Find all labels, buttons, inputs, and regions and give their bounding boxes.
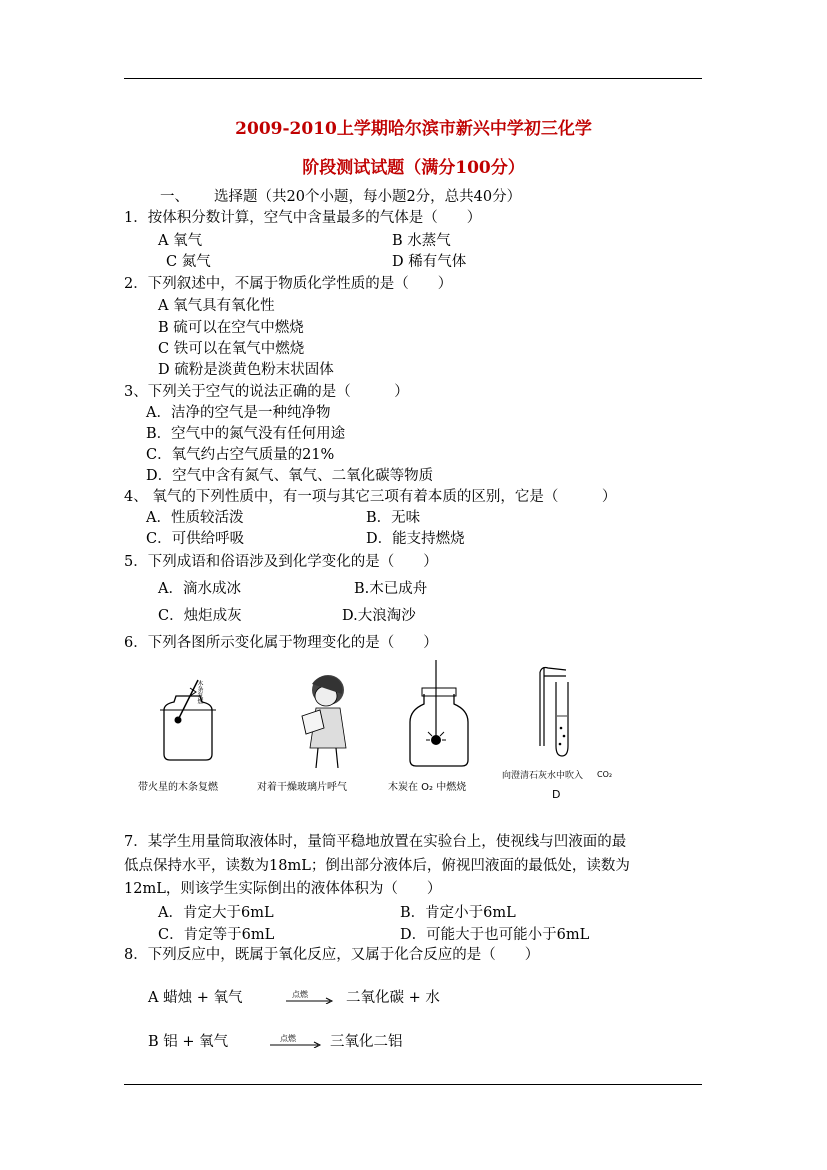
q4-option-d: D．能支持燃烧 bbox=[366, 531, 465, 547]
q1-option-b: B 水蒸气 bbox=[392, 233, 451, 249]
figure-a-splint-jar bbox=[150, 670, 230, 770]
q7-option-a: A．肯定大于6mL bbox=[158, 905, 274, 921]
q5-option-c: C．烛炬成灰 bbox=[158, 608, 242, 624]
q7-line2: 低点保持水平，读数为18mL；倒出部分液体后，俯视凹液面的最低处，读数为 bbox=[124, 858, 630, 874]
figure-b-girl-breathing bbox=[290, 668, 360, 772]
q8-a-products: 二氧化碳 + 水 bbox=[346, 990, 440, 1006]
q6-stem: 6．下列各图所示变化属于物理变化的是（ ） bbox=[124, 635, 438, 651]
q8-a-condition: 点燃 bbox=[292, 990, 308, 999]
figure-d-letter: D bbox=[552, 788, 561, 801]
q2-stem: 2．下列叙述中，不属于物质化学性质的是（ ） bbox=[124, 276, 453, 292]
q2-option-b: B 硫可以在空气中燃烧 bbox=[158, 320, 304, 336]
q8-stem: 8．下列反应中，既属于氧化反应，又属于化合反应的是（ ） bbox=[124, 947, 540, 963]
q4-option-b: B．无味 bbox=[366, 510, 421, 526]
q4-option-c: C．可供给呼吸 bbox=[146, 531, 245, 547]
figure-c-caption: 木炭在 O₂ 中燃烧 bbox=[388, 782, 467, 793]
q8-a-arrow bbox=[286, 990, 334, 1004]
section-number: 一、 bbox=[160, 189, 189, 205]
q1-option-a: A 氧气 bbox=[158, 233, 203, 249]
figure-a-label: 木条复燃 bbox=[196, 680, 203, 704]
q1-option-c: C 氮气 bbox=[166, 254, 211, 270]
figure-c-charcoal-bottle bbox=[402, 660, 478, 772]
q7-option-b: B．肯定小于6mL bbox=[400, 905, 516, 921]
q2-option-d: D 硫粉是淡黄色粉末状固体 bbox=[158, 362, 334, 378]
q8-b-products: 三氧化二铝 bbox=[330, 1034, 403, 1050]
figure-a-caption: 带火星的木条复燃 bbox=[138, 782, 218, 793]
q5-stem: 5．下列成语和俗语涉及到化学变化的是（ ） bbox=[124, 554, 438, 570]
q5-option-b: B.木已成舟 bbox=[354, 581, 428, 597]
q2-option-c: C 铁可以在氧气中燃烧 bbox=[158, 341, 305, 357]
top-rule bbox=[124, 78, 702, 79]
q3-option-b: B．空气中的氮气没有任何用途 bbox=[146, 426, 346, 442]
q1-option-d: D 稀有气体 bbox=[392, 254, 467, 270]
q4-stem: 4、 氧气的下列性质中，有一项与其它三项有着本质的区别，它是（ ） bbox=[124, 489, 617, 505]
q7-line3: 12mL，则该学生实际倒出的液体体积为（ ） bbox=[124, 881, 442, 897]
q8-b-condition: 点燃 bbox=[280, 1034, 296, 1043]
figure-d-caption-co2: CO₂ bbox=[597, 770, 613, 779]
q8-b-arrow bbox=[270, 1034, 322, 1048]
q8-a-reactants: A 蜡烛 + 氧气 bbox=[148, 990, 243, 1006]
figure-d-test-tube bbox=[530, 666, 580, 758]
q8-b-reactants: B 铝 + 氧气 bbox=[148, 1034, 229, 1050]
q3-option-d: D．空气中含有氮气、氧气、二氧化碳等物质 bbox=[146, 468, 434, 484]
section-heading: 选择题（共20个小题，每小题2分，总共40分） bbox=[214, 189, 522, 205]
figure-b-caption: 对着干燥玻璃片呼气 bbox=[257, 782, 347, 793]
bottom-rule bbox=[124, 1084, 702, 1085]
q1-stem: 1．按体积分数计算，空气中含量最多的气体是（ ） bbox=[124, 210, 482, 226]
q4-option-a: A．性质较活泼 bbox=[146, 510, 244, 526]
q3-option-a: A．洁净的空气是一种纯净物 bbox=[146, 405, 331, 421]
q7-option-c: C．肯定等于6mL bbox=[158, 927, 275, 943]
q3-stem: 3、下列关于空气的说法正确的是（ ） bbox=[124, 384, 409, 400]
exam-title: 2009-2010上学期哈尔滨市新兴中学初三化学 bbox=[235, 119, 592, 139]
q5-option-a: A．滴水成冰 bbox=[158, 581, 241, 597]
q5-option-d: D.大浪淘沙 bbox=[342, 608, 416, 624]
q2-option-a: A 氧气具有氧化性 bbox=[158, 298, 275, 314]
q7-option-d: D．可能大于也可能小于6mL bbox=[400, 927, 590, 943]
q7-line1: 7．某学生用量筒取液体时，量筒平稳地放置在实验台上，使视线与凹液面的最 bbox=[124, 834, 627, 850]
figure-d-caption: 向澄清石灰水中吹入 bbox=[502, 771, 584, 781]
exam-subtitle: 阶段测试试题（满分100分） bbox=[302, 158, 525, 178]
q3-option-c: C．氧气约占空气质量的21% bbox=[146, 447, 335, 463]
